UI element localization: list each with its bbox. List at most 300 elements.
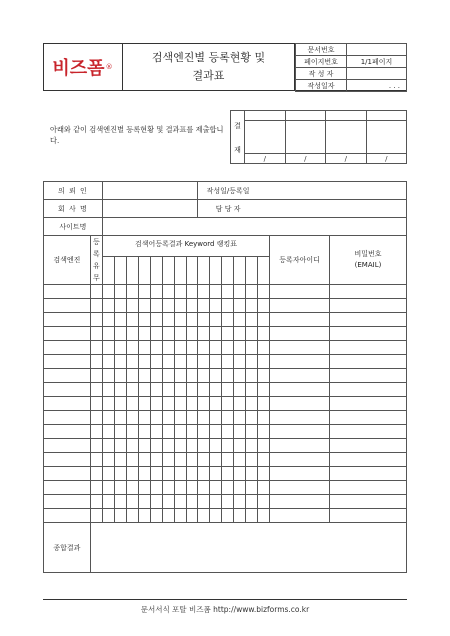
ranking-cell[interactable] bbox=[102, 411, 114, 425]
ranking-cell[interactable] bbox=[198, 369, 210, 383]
ranking-cell[interactable] bbox=[114, 285, 126, 299]
ranking-cell[interactable] bbox=[234, 481, 246, 495]
ranking-cell[interactable] bbox=[174, 327, 186, 341]
ranking-cell[interactable] bbox=[234, 439, 246, 453]
ranking-cell[interactable] bbox=[186, 397, 198, 411]
ranking-cell[interactable] bbox=[126, 341, 138, 355]
password-cell[interactable] bbox=[330, 299, 407, 313]
ranking-cell[interactable] bbox=[138, 495, 150, 509]
ranking-cell[interactable] bbox=[150, 355, 162, 369]
ranking-cell[interactable] bbox=[150, 439, 162, 453]
engine-cell[interactable] bbox=[44, 397, 91, 411]
status-cell[interactable] bbox=[90, 327, 102, 341]
ranking-cell[interactable] bbox=[138, 453, 150, 467]
ranking-cell[interactable] bbox=[222, 509, 234, 523]
ranking-cell[interactable] bbox=[138, 327, 150, 341]
ranking-cell[interactable] bbox=[258, 453, 270, 467]
password-cell[interactable] bbox=[330, 313, 407, 327]
engine-cell[interactable] bbox=[44, 411, 91, 425]
password-cell[interactable] bbox=[330, 509, 407, 523]
date-field[interactable] bbox=[258, 182, 407, 200]
approval-title-3[interactable] bbox=[326, 111, 367, 121]
ranking-cell[interactable] bbox=[246, 285, 258, 299]
ranking-column-header[interactable] bbox=[246, 257, 258, 285]
ranking-cell[interactable] bbox=[138, 355, 150, 369]
approval-date-1[interactable]: / bbox=[245, 154, 286, 164]
user-id-cell[interactable] bbox=[270, 509, 330, 523]
ranking-cell[interactable] bbox=[114, 467, 126, 481]
approval-sign-1[interactable] bbox=[245, 121, 286, 154]
password-cell[interactable] bbox=[330, 453, 407, 467]
ranking-column-header[interactable] bbox=[126, 257, 138, 285]
ranking-cell[interactable] bbox=[210, 425, 222, 439]
ranking-cell[interactable] bbox=[114, 439, 126, 453]
ranking-cell[interactable] bbox=[126, 411, 138, 425]
ranking-cell[interactable] bbox=[246, 355, 258, 369]
ranking-cell[interactable] bbox=[222, 425, 234, 439]
ranking-cell[interactable] bbox=[138, 411, 150, 425]
ranking-cell[interactable] bbox=[174, 453, 186, 467]
ranking-cell[interactable] bbox=[162, 439, 174, 453]
status-cell[interactable] bbox=[90, 453, 102, 467]
ranking-cell[interactable] bbox=[162, 509, 174, 523]
ranking-cell[interactable] bbox=[198, 285, 210, 299]
engine-cell[interactable] bbox=[44, 495, 91, 509]
approval-sign-3[interactable] bbox=[326, 121, 367, 154]
ranking-cell[interactable] bbox=[150, 369, 162, 383]
ranking-cell[interactable] bbox=[186, 355, 198, 369]
approval-sign-2[interactable] bbox=[285, 121, 326, 154]
ranking-cell[interactable] bbox=[186, 481, 198, 495]
engine-cell[interactable] bbox=[44, 327, 91, 341]
password-cell[interactable] bbox=[330, 341, 407, 355]
ranking-cell[interactable] bbox=[186, 467, 198, 481]
ranking-cell[interactable] bbox=[114, 453, 126, 467]
ranking-cell[interactable] bbox=[126, 481, 138, 495]
user-id-cell[interactable] bbox=[270, 467, 330, 481]
ranking-cell[interactable] bbox=[186, 453, 198, 467]
ranking-cell[interactable] bbox=[114, 495, 126, 509]
ranking-column-header[interactable] bbox=[210, 257, 222, 285]
ranking-cell[interactable] bbox=[210, 299, 222, 313]
ranking-cell[interactable] bbox=[234, 411, 246, 425]
ranking-cell[interactable] bbox=[114, 481, 126, 495]
ranking-cell[interactable] bbox=[174, 439, 186, 453]
ranking-cell[interactable] bbox=[246, 411, 258, 425]
ranking-cell[interactable] bbox=[222, 383, 234, 397]
ranking-cell[interactable] bbox=[198, 481, 210, 495]
ranking-cell[interactable] bbox=[210, 327, 222, 341]
ranking-cell[interactable] bbox=[210, 383, 222, 397]
ranking-cell[interactable] bbox=[162, 355, 174, 369]
ranking-cell[interactable] bbox=[114, 397, 126, 411]
ranking-cell[interactable] bbox=[198, 397, 210, 411]
ranking-cell[interactable] bbox=[210, 411, 222, 425]
ranking-cell[interactable] bbox=[234, 397, 246, 411]
ranking-cell[interactable] bbox=[234, 495, 246, 509]
ranking-cell[interactable] bbox=[234, 285, 246, 299]
password-cell[interactable] bbox=[330, 397, 407, 411]
ranking-cell[interactable] bbox=[258, 481, 270, 495]
ranking-cell[interactable] bbox=[126, 397, 138, 411]
ranking-cell[interactable] bbox=[138, 313, 150, 327]
ranking-cell[interactable] bbox=[126, 509, 138, 523]
ranking-cell[interactable] bbox=[162, 495, 174, 509]
engine-cell[interactable] bbox=[44, 313, 91, 327]
ranking-cell[interactable] bbox=[246, 369, 258, 383]
ranking-cell[interactable] bbox=[162, 327, 174, 341]
ranking-cell[interactable] bbox=[114, 299, 126, 313]
ranking-cell[interactable] bbox=[150, 383, 162, 397]
ranking-cell[interactable] bbox=[174, 341, 186, 355]
ranking-cell[interactable] bbox=[198, 509, 210, 523]
ranking-cell[interactable] bbox=[222, 313, 234, 327]
ranking-cell[interactable] bbox=[210, 369, 222, 383]
ranking-cell[interactable] bbox=[102, 439, 114, 453]
ranking-cell[interactable] bbox=[222, 495, 234, 509]
ranking-cell[interactable] bbox=[162, 299, 174, 313]
ranking-cell[interactable] bbox=[198, 425, 210, 439]
ranking-cell[interactable] bbox=[198, 439, 210, 453]
ranking-cell[interactable] bbox=[162, 369, 174, 383]
ranking-cell[interactable] bbox=[210, 285, 222, 299]
ranking-cell[interactable] bbox=[246, 439, 258, 453]
engine-cell[interactable] bbox=[44, 509, 91, 523]
password-cell[interactable] bbox=[330, 327, 407, 341]
ranking-cell[interactable] bbox=[162, 453, 174, 467]
ranking-cell[interactable] bbox=[258, 313, 270, 327]
ranking-cell[interactable] bbox=[162, 467, 174, 481]
ranking-column-header[interactable] bbox=[234, 257, 246, 285]
ranking-cell[interactable] bbox=[150, 285, 162, 299]
ranking-cell[interactable] bbox=[150, 509, 162, 523]
ranking-cell[interactable] bbox=[246, 397, 258, 411]
status-cell[interactable] bbox=[90, 383, 102, 397]
ranking-cell[interactable] bbox=[114, 341, 126, 355]
ranking-cell[interactable] bbox=[198, 453, 210, 467]
ranking-cell[interactable] bbox=[186, 383, 198, 397]
engine-cell[interactable] bbox=[44, 439, 91, 453]
ranking-cell[interactable] bbox=[234, 299, 246, 313]
ranking-cell[interactable] bbox=[258, 369, 270, 383]
ranking-cell[interactable] bbox=[138, 467, 150, 481]
ranking-cell[interactable] bbox=[186, 285, 198, 299]
ranking-cell[interactable] bbox=[258, 439, 270, 453]
ranking-cell[interactable] bbox=[126, 327, 138, 341]
user-id-cell[interactable] bbox=[270, 327, 330, 341]
ranking-cell[interactable] bbox=[150, 397, 162, 411]
ranking-cell[interactable] bbox=[222, 467, 234, 481]
requester-field[interactable] bbox=[102, 182, 198, 200]
status-cell[interactable] bbox=[90, 341, 102, 355]
ranking-cell[interactable] bbox=[102, 355, 114, 369]
ranking-cell[interactable] bbox=[210, 453, 222, 467]
ranking-cell[interactable] bbox=[102, 341, 114, 355]
ranking-cell[interactable] bbox=[126, 495, 138, 509]
ranking-cell[interactable] bbox=[198, 341, 210, 355]
ranking-cell[interactable] bbox=[234, 453, 246, 467]
ranking-cell[interactable] bbox=[162, 341, 174, 355]
status-cell[interactable] bbox=[90, 397, 102, 411]
ranking-cell[interactable] bbox=[258, 397, 270, 411]
engine-cell[interactable] bbox=[44, 285, 91, 299]
ranking-cell[interactable] bbox=[102, 397, 114, 411]
ranking-cell[interactable] bbox=[246, 299, 258, 313]
ranking-cell[interactable] bbox=[102, 327, 114, 341]
user-id-cell[interactable] bbox=[270, 397, 330, 411]
ranking-cell[interactable] bbox=[198, 411, 210, 425]
ranking-cell[interactable] bbox=[210, 313, 222, 327]
ranking-cell[interactable] bbox=[102, 285, 114, 299]
status-cell[interactable] bbox=[90, 509, 102, 523]
ranking-cell[interactable] bbox=[126, 285, 138, 299]
status-cell[interactable] bbox=[90, 467, 102, 481]
ranking-cell[interactable] bbox=[102, 481, 114, 495]
ranking-cell[interactable] bbox=[186, 313, 198, 327]
manager-field[interactable] bbox=[258, 200, 407, 218]
password-cell[interactable] bbox=[330, 439, 407, 453]
ranking-cell[interactable] bbox=[222, 355, 234, 369]
ranking-cell[interactable] bbox=[186, 495, 198, 509]
ranking-cell[interactable] bbox=[138, 425, 150, 439]
user-id-cell[interactable] bbox=[270, 425, 330, 439]
status-cell[interactable] bbox=[90, 285, 102, 299]
ranking-cell[interactable] bbox=[174, 285, 186, 299]
password-cell[interactable] bbox=[330, 355, 407, 369]
summary-field[interactable] bbox=[90, 523, 406, 573]
ranking-cell[interactable] bbox=[174, 481, 186, 495]
password-cell[interactable] bbox=[330, 467, 407, 481]
ranking-cell[interactable] bbox=[234, 327, 246, 341]
ranking-cell[interactable] bbox=[210, 439, 222, 453]
ranking-cell[interactable] bbox=[258, 383, 270, 397]
ranking-cell[interactable] bbox=[126, 467, 138, 481]
ranking-column-header[interactable] bbox=[102, 257, 114, 285]
ranking-cell[interactable] bbox=[186, 439, 198, 453]
user-id-cell[interactable] bbox=[270, 481, 330, 495]
user-id-cell[interactable] bbox=[270, 299, 330, 313]
ranking-cell[interactable] bbox=[126, 299, 138, 313]
password-cell[interactable] bbox=[330, 369, 407, 383]
ranking-cell[interactable] bbox=[186, 411, 198, 425]
user-id-cell[interactable] bbox=[270, 439, 330, 453]
ranking-cell[interactable] bbox=[222, 327, 234, 341]
ranking-cell[interactable] bbox=[186, 341, 198, 355]
ranking-cell[interactable] bbox=[234, 383, 246, 397]
user-id-cell[interactable] bbox=[270, 313, 330, 327]
ranking-cell[interactable] bbox=[138, 341, 150, 355]
ranking-cell[interactable] bbox=[150, 313, 162, 327]
ranking-cell[interactable] bbox=[126, 425, 138, 439]
ranking-cell[interactable] bbox=[138, 509, 150, 523]
user-id-cell[interactable] bbox=[270, 383, 330, 397]
user-id-cell[interactable] bbox=[270, 341, 330, 355]
ranking-cell[interactable] bbox=[150, 299, 162, 313]
engine-cell[interactable] bbox=[44, 481, 91, 495]
ranking-cell[interactable] bbox=[150, 467, 162, 481]
password-cell[interactable] bbox=[330, 383, 407, 397]
ranking-cell[interactable] bbox=[222, 299, 234, 313]
meta-value-author[interactable] bbox=[347, 68, 407, 80]
ranking-cell[interactable] bbox=[138, 369, 150, 383]
ranking-cell[interactable] bbox=[174, 411, 186, 425]
status-cell[interactable] bbox=[90, 313, 102, 327]
ranking-cell[interactable] bbox=[114, 509, 126, 523]
ranking-cell[interactable] bbox=[198, 299, 210, 313]
ranking-cell[interactable] bbox=[258, 495, 270, 509]
ranking-cell[interactable] bbox=[138, 299, 150, 313]
ranking-cell[interactable] bbox=[258, 411, 270, 425]
ranking-cell[interactable] bbox=[102, 369, 114, 383]
meta-value-date[interactable]: . . . bbox=[347, 80, 407, 92]
ranking-cell[interactable] bbox=[138, 439, 150, 453]
ranking-cell[interactable] bbox=[198, 383, 210, 397]
engine-cell[interactable] bbox=[44, 383, 91, 397]
ranking-cell[interactable] bbox=[114, 327, 126, 341]
ranking-cell[interactable] bbox=[234, 341, 246, 355]
ranking-cell[interactable] bbox=[246, 481, 258, 495]
ranking-cell[interactable] bbox=[114, 355, 126, 369]
ranking-cell[interactable] bbox=[150, 425, 162, 439]
ranking-cell[interactable] bbox=[162, 481, 174, 495]
ranking-column-header[interactable] bbox=[150, 257, 162, 285]
ranking-cell[interactable] bbox=[210, 467, 222, 481]
ranking-cell[interactable] bbox=[186, 327, 198, 341]
ranking-cell[interactable] bbox=[162, 411, 174, 425]
engine-cell[interactable] bbox=[44, 453, 91, 467]
ranking-column-header[interactable] bbox=[222, 257, 234, 285]
ranking-cell[interactable] bbox=[102, 425, 114, 439]
ranking-cell[interactable] bbox=[222, 453, 234, 467]
ranking-cell[interactable] bbox=[222, 341, 234, 355]
ranking-cell[interactable] bbox=[246, 495, 258, 509]
password-cell[interactable] bbox=[330, 285, 407, 299]
ranking-cell[interactable] bbox=[102, 299, 114, 313]
approval-date-2[interactable]: / bbox=[285, 154, 326, 164]
ranking-cell[interactable] bbox=[174, 299, 186, 313]
ranking-cell[interactable] bbox=[186, 425, 198, 439]
ranking-cell[interactable] bbox=[246, 383, 258, 397]
ranking-cell[interactable] bbox=[114, 383, 126, 397]
ranking-cell[interactable] bbox=[174, 495, 186, 509]
ranking-cell[interactable] bbox=[258, 285, 270, 299]
password-cell[interactable] bbox=[330, 411, 407, 425]
user-id-cell[interactable] bbox=[270, 411, 330, 425]
ranking-cell[interactable] bbox=[222, 411, 234, 425]
status-cell[interactable] bbox=[90, 411, 102, 425]
ranking-cell[interactable] bbox=[150, 327, 162, 341]
ranking-column-header[interactable] bbox=[186, 257, 198, 285]
ranking-cell[interactable] bbox=[162, 285, 174, 299]
ranking-cell[interactable] bbox=[138, 481, 150, 495]
ranking-cell[interactable] bbox=[174, 397, 186, 411]
ranking-cell[interactable] bbox=[258, 425, 270, 439]
ranking-column-header[interactable] bbox=[114, 257, 126, 285]
ranking-cell[interactable] bbox=[126, 383, 138, 397]
meta-value-page-no[interactable]: 1/1페이지 bbox=[347, 56, 407, 68]
ranking-cell[interactable] bbox=[102, 509, 114, 523]
meta-value-doc-no[interactable] bbox=[347, 44, 407, 56]
ranking-cell[interactable] bbox=[222, 369, 234, 383]
ranking-cell[interactable] bbox=[210, 509, 222, 523]
ranking-cell[interactable] bbox=[150, 495, 162, 509]
ranking-cell[interactable] bbox=[174, 467, 186, 481]
approval-sign-4[interactable] bbox=[366, 121, 407, 154]
engine-cell[interactable] bbox=[44, 467, 91, 481]
ranking-cell[interactable] bbox=[234, 313, 246, 327]
user-id-cell[interactable] bbox=[270, 453, 330, 467]
ranking-cell[interactable] bbox=[186, 299, 198, 313]
ranking-cell[interactable] bbox=[222, 439, 234, 453]
user-id-cell[interactable] bbox=[270, 355, 330, 369]
approval-title-1[interactable] bbox=[245, 111, 286, 121]
ranking-cell[interactable] bbox=[222, 397, 234, 411]
ranking-cell[interactable] bbox=[114, 411, 126, 425]
ranking-cell[interactable] bbox=[150, 481, 162, 495]
approval-title-4[interactable] bbox=[366, 111, 407, 121]
ranking-cell[interactable] bbox=[234, 355, 246, 369]
ranking-cell[interactable] bbox=[114, 425, 126, 439]
ranking-cell[interactable] bbox=[150, 411, 162, 425]
ranking-cell[interactable] bbox=[102, 313, 114, 327]
ranking-cell[interactable] bbox=[210, 495, 222, 509]
status-cell[interactable] bbox=[90, 355, 102, 369]
ranking-cell[interactable] bbox=[162, 383, 174, 397]
ranking-cell[interactable] bbox=[210, 397, 222, 411]
ranking-cell[interactable] bbox=[186, 369, 198, 383]
ranking-cell[interactable] bbox=[210, 341, 222, 355]
ranking-cell[interactable] bbox=[162, 313, 174, 327]
ranking-cell[interactable] bbox=[198, 313, 210, 327]
ranking-cell[interactable] bbox=[102, 495, 114, 509]
ranking-cell[interactable] bbox=[174, 369, 186, 383]
ranking-cell[interactable] bbox=[246, 341, 258, 355]
engine-cell[interactable] bbox=[44, 299, 91, 313]
user-id-cell[interactable] bbox=[270, 369, 330, 383]
ranking-cell[interactable] bbox=[210, 355, 222, 369]
ranking-cell[interactable] bbox=[246, 467, 258, 481]
password-cell[interactable] bbox=[330, 495, 407, 509]
ranking-cell[interactable] bbox=[198, 467, 210, 481]
ranking-cell[interactable] bbox=[258, 355, 270, 369]
ranking-column-header[interactable] bbox=[258, 257, 270, 285]
status-cell[interactable] bbox=[90, 299, 102, 313]
ranking-cell[interactable] bbox=[174, 383, 186, 397]
ranking-cell[interactable] bbox=[114, 369, 126, 383]
ranking-cell[interactable] bbox=[234, 467, 246, 481]
engine-cell[interactable] bbox=[44, 341, 91, 355]
approval-date-3[interactable]: / bbox=[326, 154, 367, 164]
ranking-cell[interactable] bbox=[126, 453, 138, 467]
ranking-cell[interactable] bbox=[222, 285, 234, 299]
site-field[interactable] bbox=[102, 218, 406, 236]
ranking-cell[interactable] bbox=[210, 481, 222, 495]
ranking-column-header[interactable] bbox=[198, 257, 210, 285]
ranking-cell[interactable] bbox=[174, 509, 186, 523]
ranking-cell[interactable] bbox=[138, 285, 150, 299]
ranking-cell[interactable] bbox=[234, 369, 246, 383]
ranking-cell[interactable] bbox=[246, 509, 258, 523]
approval-title-2[interactable] bbox=[285, 111, 326, 121]
company-field[interactable] bbox=[102, 200, 198, 218]
ranking-cell[interactable] bbox=[258, 341, 270, 355]
ranking-cell[interactable] bbox=[174, 313, 186, 327]
ranking-cell[interactable] bbox=[126, 369, 138, 383]
ranking-column-header[interactable] bbox=[138, 257, 150, 285]
password-cell[interactable] bbox=[330, 425, 407, 439]
ranking-cell[interactable] bbox=[150, 341, 162, 355]
status-cell[interactable] bbox=[90, 495, 102, 509]
